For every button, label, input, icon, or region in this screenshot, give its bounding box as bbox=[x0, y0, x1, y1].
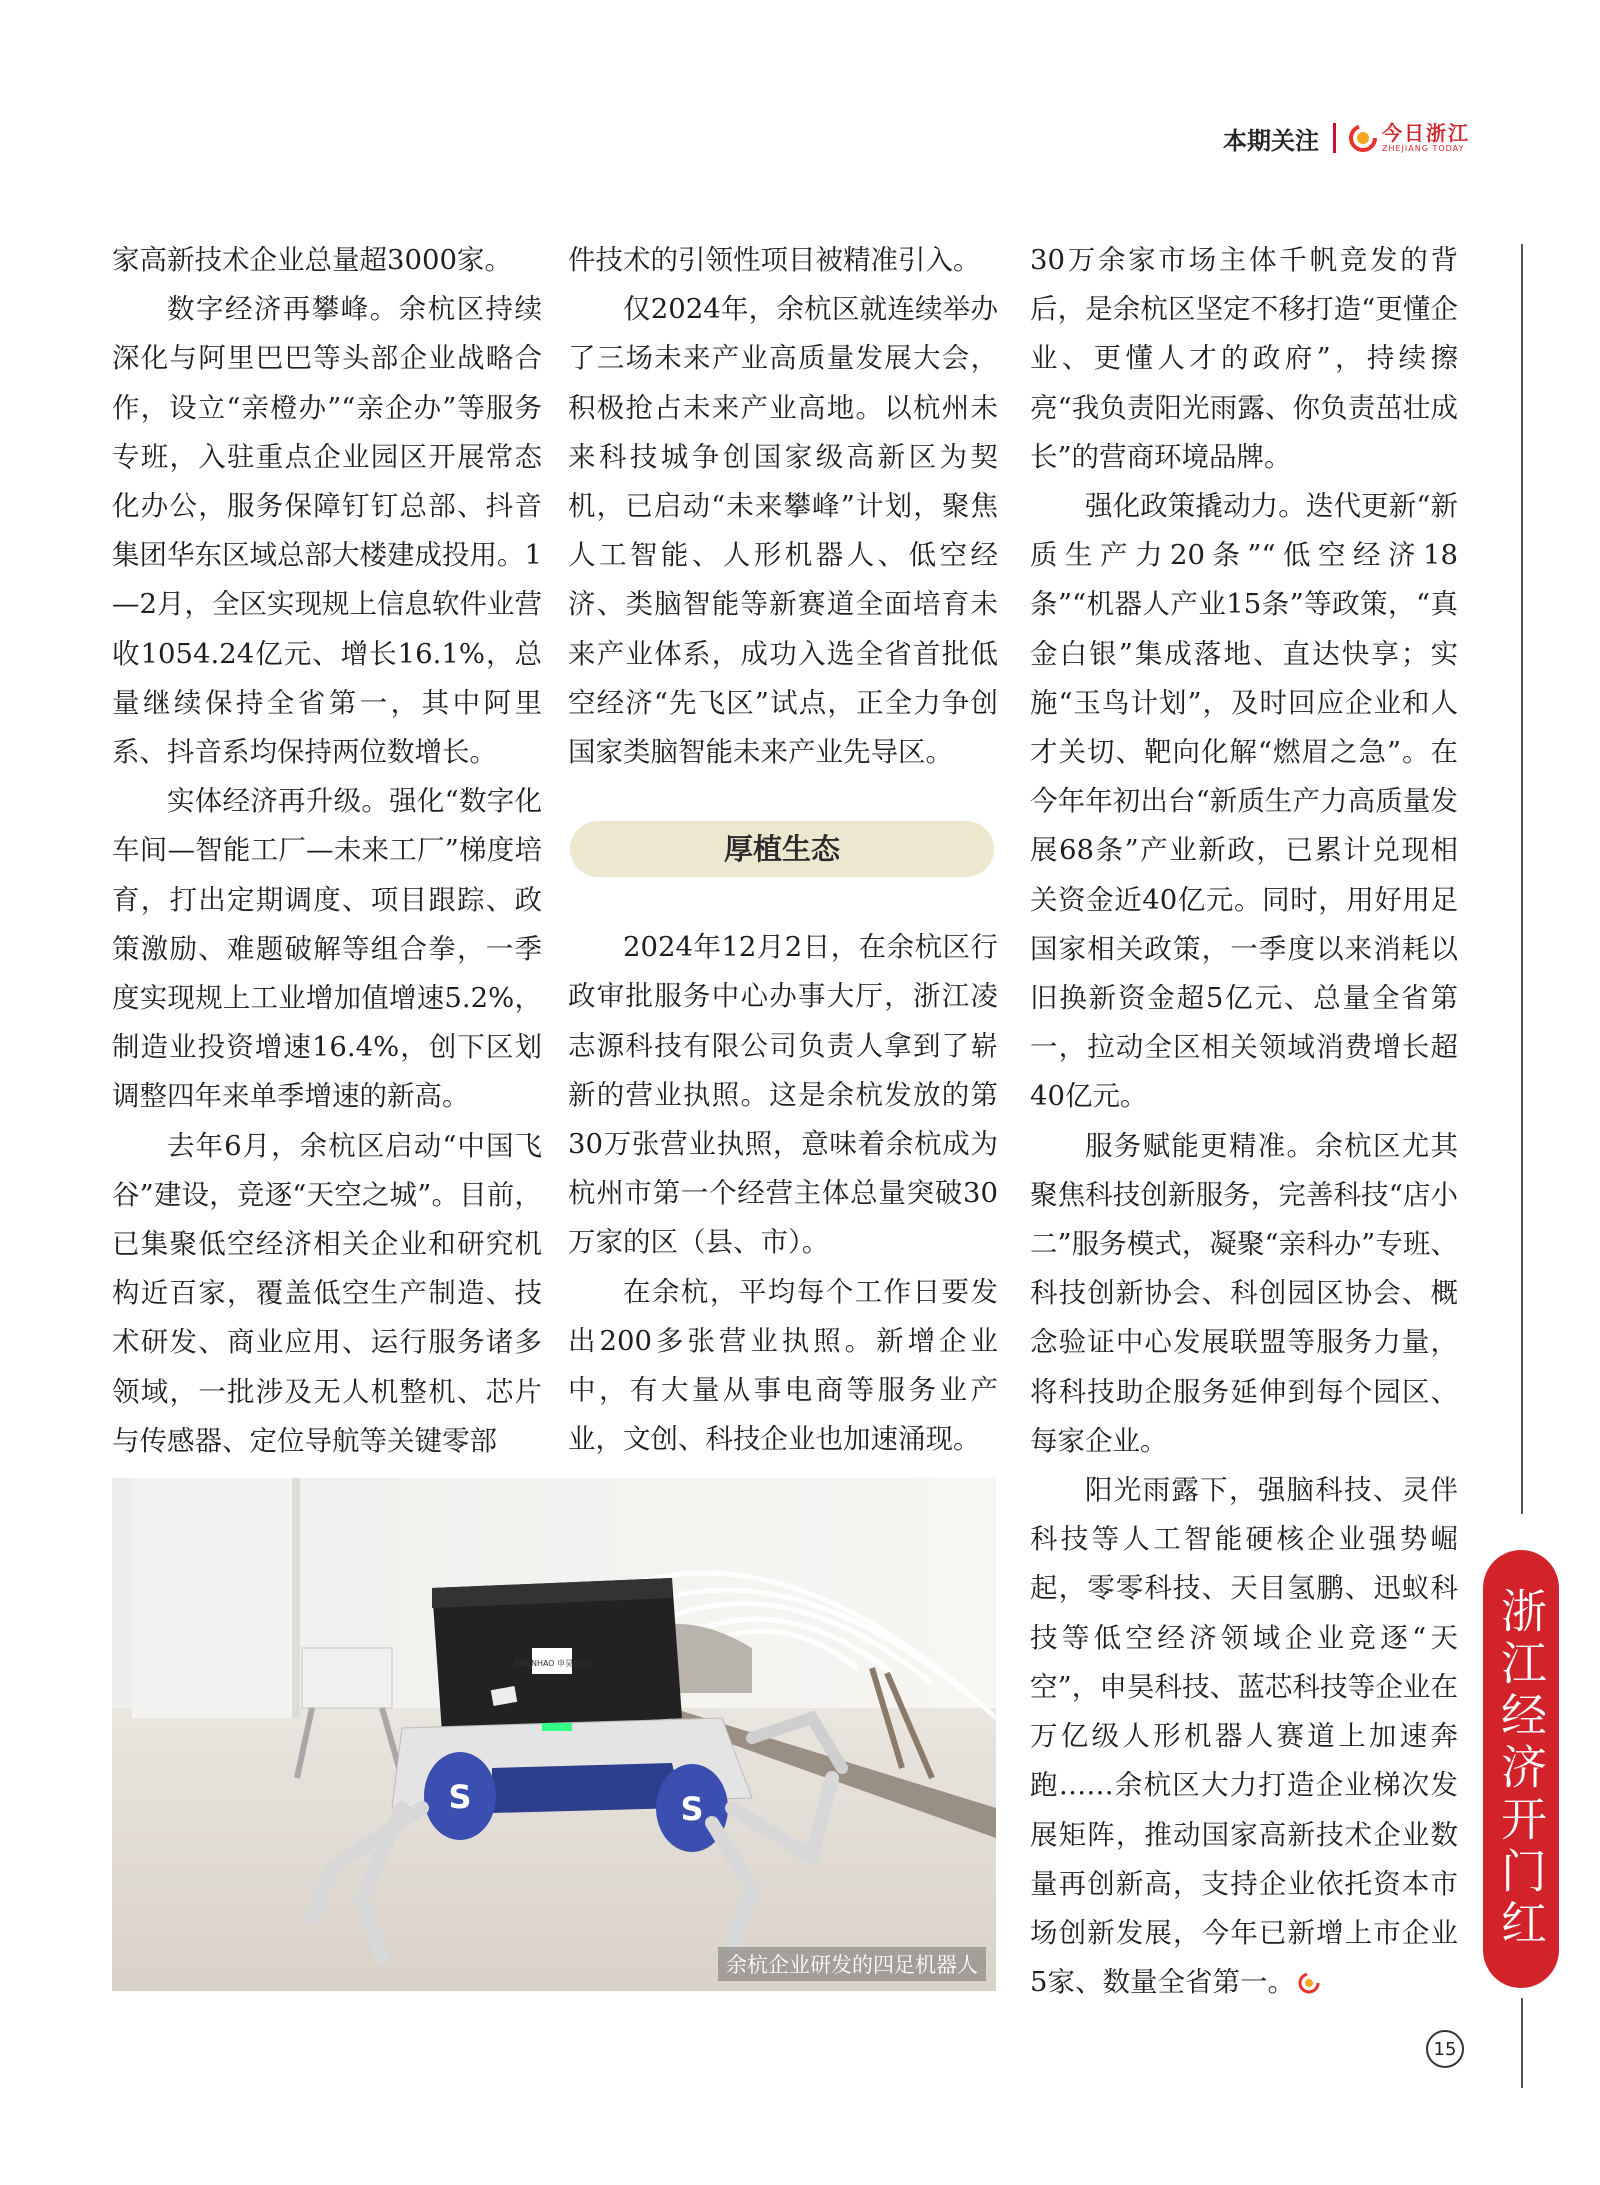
end-mark-icon bbox=[1297, 1971, 1321, 1995]
robot-photo bbox=[112, 1478, 996, 1991]
section-heading: 厚植生态 bbox=[570, 821, 994, 877]
paragraph bbox=[1030, 1466, 1458, 2007]
page-header bbox=[1223, 118, 1470, 158]
svg-text:S: S bbox=[448, 1778, 472, 1816]
storage-crate bbox=[432, 1578, 682, 1733]
header-divider bbox=[1333, 123, 1336, 153]
brand bbox=[1348, 123, 1470, 153]
margin-rule bbox=[1521, 1998, 1523, 2088]
paragraph: 件技术的引领性项目被精准引入。 bbox=[568, 244, 981, 276]
paragraph: 2024年12月2日，在余杭区行政审批服务中心办事大厅，浙江凌志源科技有限公司负责人拿到了崭新的营业执照。这是余杭发放的第30万张营业执照，意味着余杭成为杭州市第一个经营主体总量突破30万家的区（县、市）。 bbox=[568, 931, 998, 1259]
article-column-2 bbox=[568, 236, 998, 1464]
paragraph: 去年6月，余杭区启动“中国飞谷”建设，竞逐“天空之城”。目前，已集聚低空经济相关企业和研究机构近百家，覆盖低空生产制造、技术研发、商业应用、运行服务诸多领域，一批涉及无人机整机、芯片与传感器、定位导航等关键零部 bbox=[112, 1129, 542, 1457]
paragraph: 实体经济再升级。强化“数字化车间—智能工厂—未来工厂”梯度培育，打出定期调度、项目跟踪、政策激励、难题破解等组合拳，一季度实现规上工业增加值增速5.2%，制造业投资增速16.4%，创下区划调整四年来单季增速的新高。 bbox=[112, 785, 542, 1113]
brand-logo-icon bbox=[1348, 123, 1378, 153]
paragraph: 强化政策撬动力。迭代更新“新质生产力20条”“低空经济18条”“机器人产业15条”等政策，“真金白银”集成落地、直达快享；实施“玉鸟计划”，及时回应企业和人才关切、靶向化解“燃眉之急”。在今年年初出台“新质生产力高质量发展68条”产业新政，已累计兑现相关资金近40亿元。同时，用好用足国家相关政策，一季度以来消耗以旧换新资金超5亿元、总量全省第一，拉动全区相关领域消费增长超40亿元。 bbox=[1030, 490, 1458, 1113]
photo-caption: 余杭企业研发的四足机器人 bbox=[718, 1947, 986, 1981]
svg-text:SHENHAO 申昊科技: SHENHAO 申昊科技 bbox=[514, 1659, 590, 1668]
brand-subtitle: ZHEJIANG TODAY bbox=[1382, 144, 1465, 153]
margin-rule bbox=[1521, 244, 1523, 1514]
brand-name: 今日浙江 bbox=[1382, 121, 1470, 145]
side-tab-label: 浙江经济开门红 bbox=[1494, 1587, 1548, 1951]
paragraph: 服务赋能更精准。余杭区尤其聚焦科技创新服务，完善科技“店小二”服务模式，凝聚“亲科办”专班、科技创新协会、科创园区协会、概念验证中心发展联盟等服务力量，将科技助企服务延伸到每个园区、每家企业。 bbox=[1030, 1129, 1458, 1457]
article-column-3 bbox=[1030, 236, 1458, 2007]
section-label: 本期关注 bbox=[1223, 126, 1319, 155]
side-tab bbox=[1483, 1550, 1559, 1988]
paragraph: 数字经济再攀峰。余杭区持续深化与阿里巴巴等头部企业战略合作，设立“亲橙办”“亲企办”等服务专班，入驻重点企业园区开展常态化办公，服务保障钉钉总部、抖音集团华东区域总部大楼建成投用。1—2月，全区实现规上信息软件业营收1054.24亿元、增长16.1%，总量继续保持全省第一，其中阿里系、抖音系均保持两位数增长。 bbox=[112, 293, 542, 769]
paragraph: 30万余家市场主体千帆竞发的背后，是余杭区坚定不移打造“更懂企业、更懂人才的政府”，持续擦亮“我负责阳光雨露、你负责茁壮成长”的营商环境品牌。 bbox=[1030, 244, 1458, 473]
quadruped-robot-image bbox=[112, 1478, 996, 1991]
paragraph-text: 阳光雨露下，强脑科技、灵伴科技等人工智能硬核企业强势崛起，零零科技、天目氢鹏、迅蚁科技等低空经济领域企业竞逐“天空”，申昊科技、蓝芯科技等企业在万亿级人形机器人赛道上加速奔跑……余杭区大力打造企业梯次发展矩阵，推动国家高新技术企业数量再创新高，支持企业依托资本市场创新发展，今年已新增上市企业5家、数量全省第一。 bbox=[1030, 1474, 1458, 1999]
page-number: 15 bbox=[1426, 2030, 1464, 2068]
paragraph: 家高新技术企业总量超3000家。 bbox=[112, 244, 512, 276]
paragraph: 在余杭，平均每个工作日要发出200多张营业执照。新增企业中，有大量从事电商等服务业产业，文创、科技企业也加速涌现。 bbox=[568, 1275, 998, 1456]
article-column-1 bbox=[112, 236, 542, 1466]
paragraph: 仅2024年，余杭区就连续举办了三场未来产业高质量发展大会，积极抢占未来产业高地。以杭州未来科技城争创国家级高新区为契机，已启动“未来攀峰”计划，聚焦人工智能、人形机器人、低空经济、类脑智能等新赛道全面培育未来产业体系，成功入选全省首批低空经济“先飞区”试点，正全力争创国家类脑智能未来产业先导区。 bbox=[568, 293, 998, 769]
svg-text:S: S bbox=[680, 1790, 704, 1828]
